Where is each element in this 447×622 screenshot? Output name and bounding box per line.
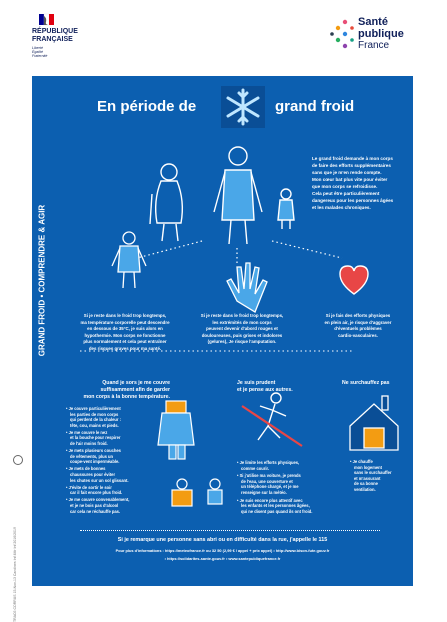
risk-cardio-text: Si je fais des efforts physiques en plein air, je risque d'aggraver d'éventuels problèmes cardio-vasculaires. xyxy=(324,313,392,338)
col1-item: • Je me couvre convenablement, et je ne bois pas d'alcool car cela ne réchauffe pas. xyxy=(66,497,130,514)
rf-motto-1: Liberté xyxy=(32,46,43,50)
rf-line1: RÉPUBLIQUE xyxy=(32,28,78,35)
marianne-logo xyxy=(39,14,54,25)
col1-item: • J'évite de sortir le soir car il fait encore plus froid. xyxy=(66,484,123,496)
col1-item: • Je me couvre le nez et la bouche pour respirer de l'air moins froid. xyxy=(66,429,121,447)
col1-heading: Quand je sors je me couvre suffisamment afin de garder mon corps à la bonne température. xyxy=(83,380,170,400)
bundled-person-illustration xyxy=(158,401,194,459)
col1-item: • Je couvre particulièrement les parties de mon corps qui perdent de la chaleur : tête, cou, mains et pieds. xyxy=(66,406,121,428)
col2-heading: Je suis prudent et je pense aux autres. xyxy=(237,380,293,393)
intro-text: Le grand froid demande à mon corps de faire des efforts supplémentaires sans que je m'en rende compte. Mon cœur bat plus vite pour éviter que mon corps se refroidisse. Cela peut être particulièrement dangereux pour les personnes âgées et les malades chroniques. xyxy=(312,156,394,210)
connector-arrows xyxy=(137,241,342,264)
baby-illustration xyxy=(208,479,222,504)
col1-item: • Je mets plusieurs couches de vêtements, plus un coupe-vent imperméable. xyxy=(66,448,121,465)
col2-item: • Si j'utilise ma voiture, je prends de l'eau, une couverture et un téléphone chargé, et je me renseigne sur la météo. xyxy=(237,473,301,495)
title-left: En période de xyxy=(97,98,197,115)
col2-item: • Je suis encore plus attentif avec les enfants et les personnes âgées, qui ne disent pas quand ils ont froid. xyxy=(237,497,313,514)
spf-line2: publique xyxy=(358,28,404,40)
title-right: grand froid xyxy=(275,98,355,115)
risk-hypothermia-text: Si je reste dans le froid trop longtemps, ma température corporelle peut descendre en dessous de 35°C, je suis alors en hypothermie. Mon corps ne fonctionne plus normalement et cela peut entraîner des risques graves pour ma santé. xyxy=(80,313,170,351)
col3-heading: Ne surchauffez pas xyxy=(342,380,390,386)
house-illustration xyxy=(350,396,398,450)
frostbite-hand-illustration xyxy=(227,263,267,312)
risk-frostbite-text: Si je reste dans le froid trop longtemps, les extrémités de mon corps peuvent devenir d'abord rouges et douloureuses, puis grises et indolores (gelures), Je risque l'amputation. xyxy=(200,313,284,344)
footer-line2: Pour plus d'informations : https://meteofrance.fr ou 32 50 (2,99 € / appel + prix appel) • http://www.bison-fute.gouv.fr xyxy=(115,548,330,553)
side-label: GRAND FROID • COMPRENDRE & AGIR xyxy=(37,204,47,357)
runner-illustration xyxy=(242,393,302,446)
heart-illustration xyxy=(340,266,368,294)
print-code: TRAC6 CORRUS 15-Nov-13 Carolines Inf 4Mr Inf 2016/2019 xyxy=(13,527,17,622)
col1-item: • Je mets de bonnes chaussures pour éviter les chutes sur un sol glissant. xyxy=(66,466,129,483)
spf-line1: Santé xyxy=(358,16,388,28)
col2-item: • Je limite les efforts physiques, comme courir. xyxy=(237,460,300,471)
elderly-seated-illustration xyxy=(172,479,192,506)
poster xyxy=(32,76,413,586)
spf-logo xyxy=(330,20,354,48)
rf-motto-3: Fraternité xyxy=(32,54,48,58)
footer-line1: Si je remarque une personne sans abri ou en difficulté dans la rue, j'appelle le 115 xyxy=(117,537,328,543)
family-illustration xyxy=(150,147,294,244)
col2-list xyxy=(237,460,321,516)
rf-line2: FRANÇAISE xyxy=(32,36,73,43)
header xyxy=(0,0,447,70)
col3-list xyxy=(350,459,410,493)
footer-divider xyxy=(80,530,380,531)
rf-motto-2: Égalité xyxy=(32,50,43,54)
col1-list xyxy=(66,406,150,516)
hypothermia-illustration xyxy=(112,232,146,288)
footer-line3: • https://solidarites-sante.gouv.fr • www.santepubliquefrance.fr xyxy=(164,556,281,561)
col3-item: • Je chauffe mon logement sans le surchauffer et m'assurant de sa bonne ventilation. xyxy=(350,459,392,492)
left-margin xyxy=(0,70,30,622)
spf-line3: France xyxy=(358,40,390,51)
